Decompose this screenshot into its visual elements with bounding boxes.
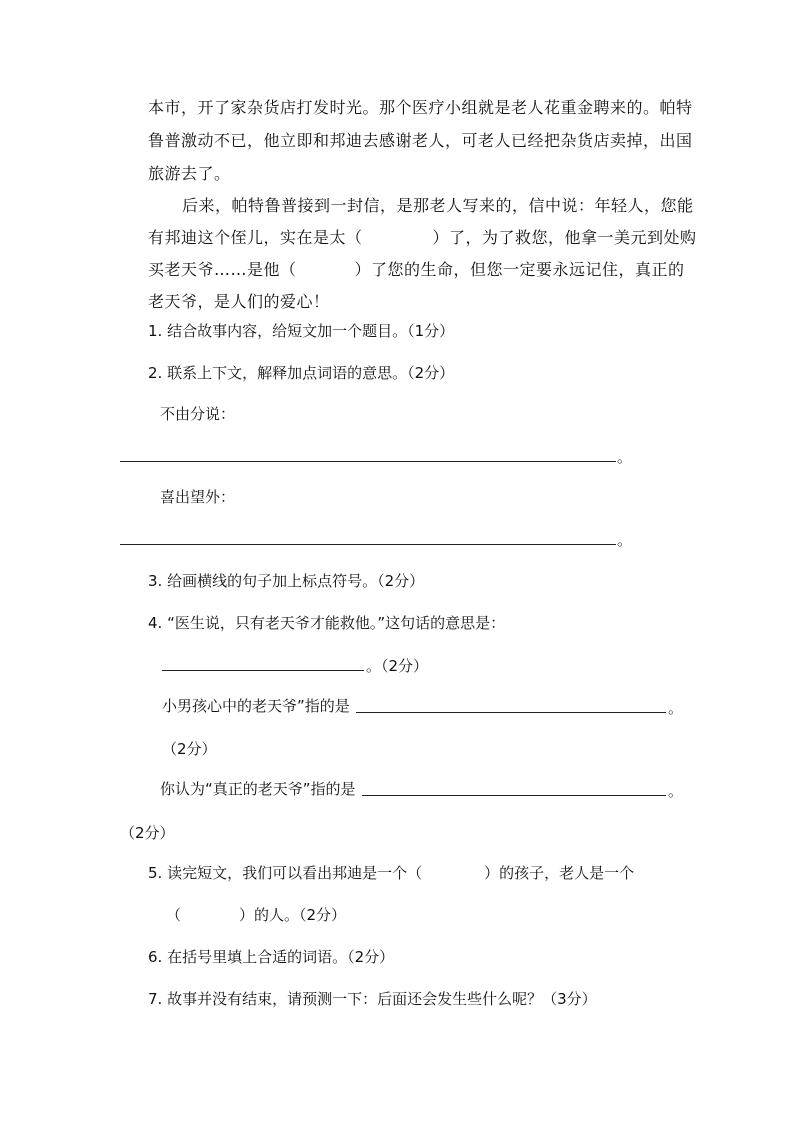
- passage-line-2: 鲁普激动不已，他立即和邦迪去感谢老人，可老人已经把杂货店卖掉，出国: [148, 131, 693, 150]
- question-5: [148, 862, 634, 883]
- period-2a: 。: [617, 448, 633, 466]
- period-4c: 。: [668, 782, 684, 800]
- question-4c-score: （2分）: [120, 824, 175, 842]
- question-5-cont: [166, 904, 346, 925]
- question-5c-open: （: [166, 906, 182, 924]
- passage-line-6: [148, 257, 685, 280]
- passage-line-3: 旅游去了。: [148, 164, 231, 183]
- passage-line-5b: ）了，为了救您，他拿一美元到处购: [432, 228, 697, 247]
- passage-line-6b: ）了您的生命，但您一定要永远记住，真正的: [354, 260, 685, 279]
- question-4b-score: （2分）: [162, 740, 217, 758]
- question-6: 6. 在括号里填上合适的词语。（2分）: [148, 948, 395, 966]
- passage-line-6a: 买老天爷……是他（: [148, 260, 297, 279]
- answer-line-4c[interactable]: [362, 795, 666, 796]
- passage-line-4: 后来，帕特鲁普接到一封信，是那老人写来的，信中说：年轻人，您能: [182, 196, 694, 215]
- question-7: 7. 故事并没有结束，请预测一下：后面还会发生些什么呢？（3分）: [148, 990, 597, 1008]
- question-2b-label: 喜出望外：: [160, 488, 236, 506]
- question-4a-tail: 。（2分）: [366, 657, 429, 675]
- answer-line-4b[interactable]: [356, 712, 666, 713]
- question-5a: 5. 读完短文，我们可以看出邦迪是一个（: [148, 864, 423, 882]
- period-2b: 。: [617, 531, 633, 549]
- answer-line-4a[interactable]: [162, 670, 364, 671]
- question-1: 1. 结合故事内容，给短文加一个题目。（1分）: [148, 322, 455, 340]
- passage-line-1: 本市，开了家杂货店打发时光。那个医疗小组就是老人花重金聘来的。帕特: [148, 98, 693, 117]
- question-5c-close: ）的人。（2分）: [239, 906, 347, 924]
- question-5b: ）的孩子，老人是一个: [484, 864, 635, 882]
- question-2: 2. 联系上下文，解释加点词语的意思。（2分）: [148, 364, 455, 382]
- question-4c-label: 你认为“真正的老天爷”指的是: [160, 780, 356, 798]
- passage-line-7: 老天爷，是人们的爱心！: [148, 292, 330, 311]
- passage-line-5a: 有邦迪这个侄儿，实在是太（: [148, 228, 363, 247]
- answer-line-2b[interactable]: [120, 544, 616, 545]
- answer-line-2a[interactable]: [120, 461, 616, 462]
- question-4b-label: 小男孩心中的老天爷”指的是: [162, 697, 350, 715]
- passage-line-5: [148, 225, 697, 248]
- question-3: 3. 给画横线的句子加上标点符号。（2分）: [148, 572, 425, 590]
- period-4b: 。: [668, 699, 684, 717]
- question-4: 4. “医生说，只有老天爷才能救他。”这句话的意思是：: [148, 614, 506, 632]
- question-2a-label: 不由分说：: [160, 405, 236, 423]
